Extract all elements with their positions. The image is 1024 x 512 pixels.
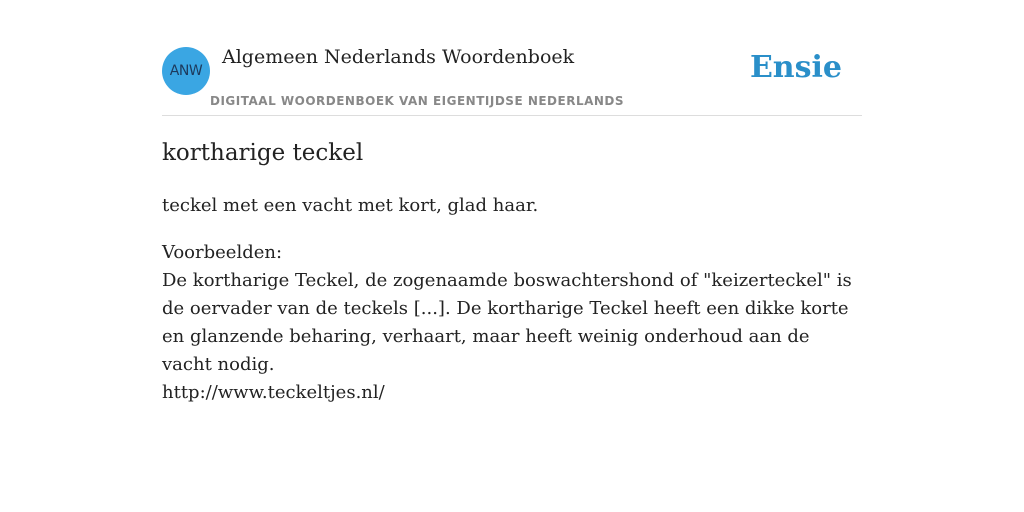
example-source: http://www.teckeltjes.nl/ [162, 382, 385, 403]
page [162, 0, 862, 403]
entry-definition: teckel met een vacht met kort, glad haar. [162, 195, 539, 216]
ensie-brand-link[interactable]: Ensie [749, 50, 842, 85]
header [162, 0, 862, 116]
example-text: De kortharige Teckel, de zogenaamde boswachtershond of "keizerteckel" is de oervader van de teckels [...]. De kortharige Teckel heeft een dikke korte en glanzende beharing, verhaart, maar heeft weinig onderhoud aan de vacht nodig. [162, 270, 852, 375]
entry-term: kortharige teckel [162, 140, 364, 166]
logo-text: ANW [169, 63, 203, 79]
examples-section [162, 239, 862, 407]
site-title[interactable]: Algemeen Nederlands Woordenboek [222, 46, 575, 68]
anw-logo[interactable] [162, 47, 210, 95]
site-subtitle: DIGITAAL WOORDENBOEK VAN EIGENTIJDSE NEDERLANDS [210, 94, 625, 108]
examples-label: Voorbeelden: [162, 242, 283, 263]
